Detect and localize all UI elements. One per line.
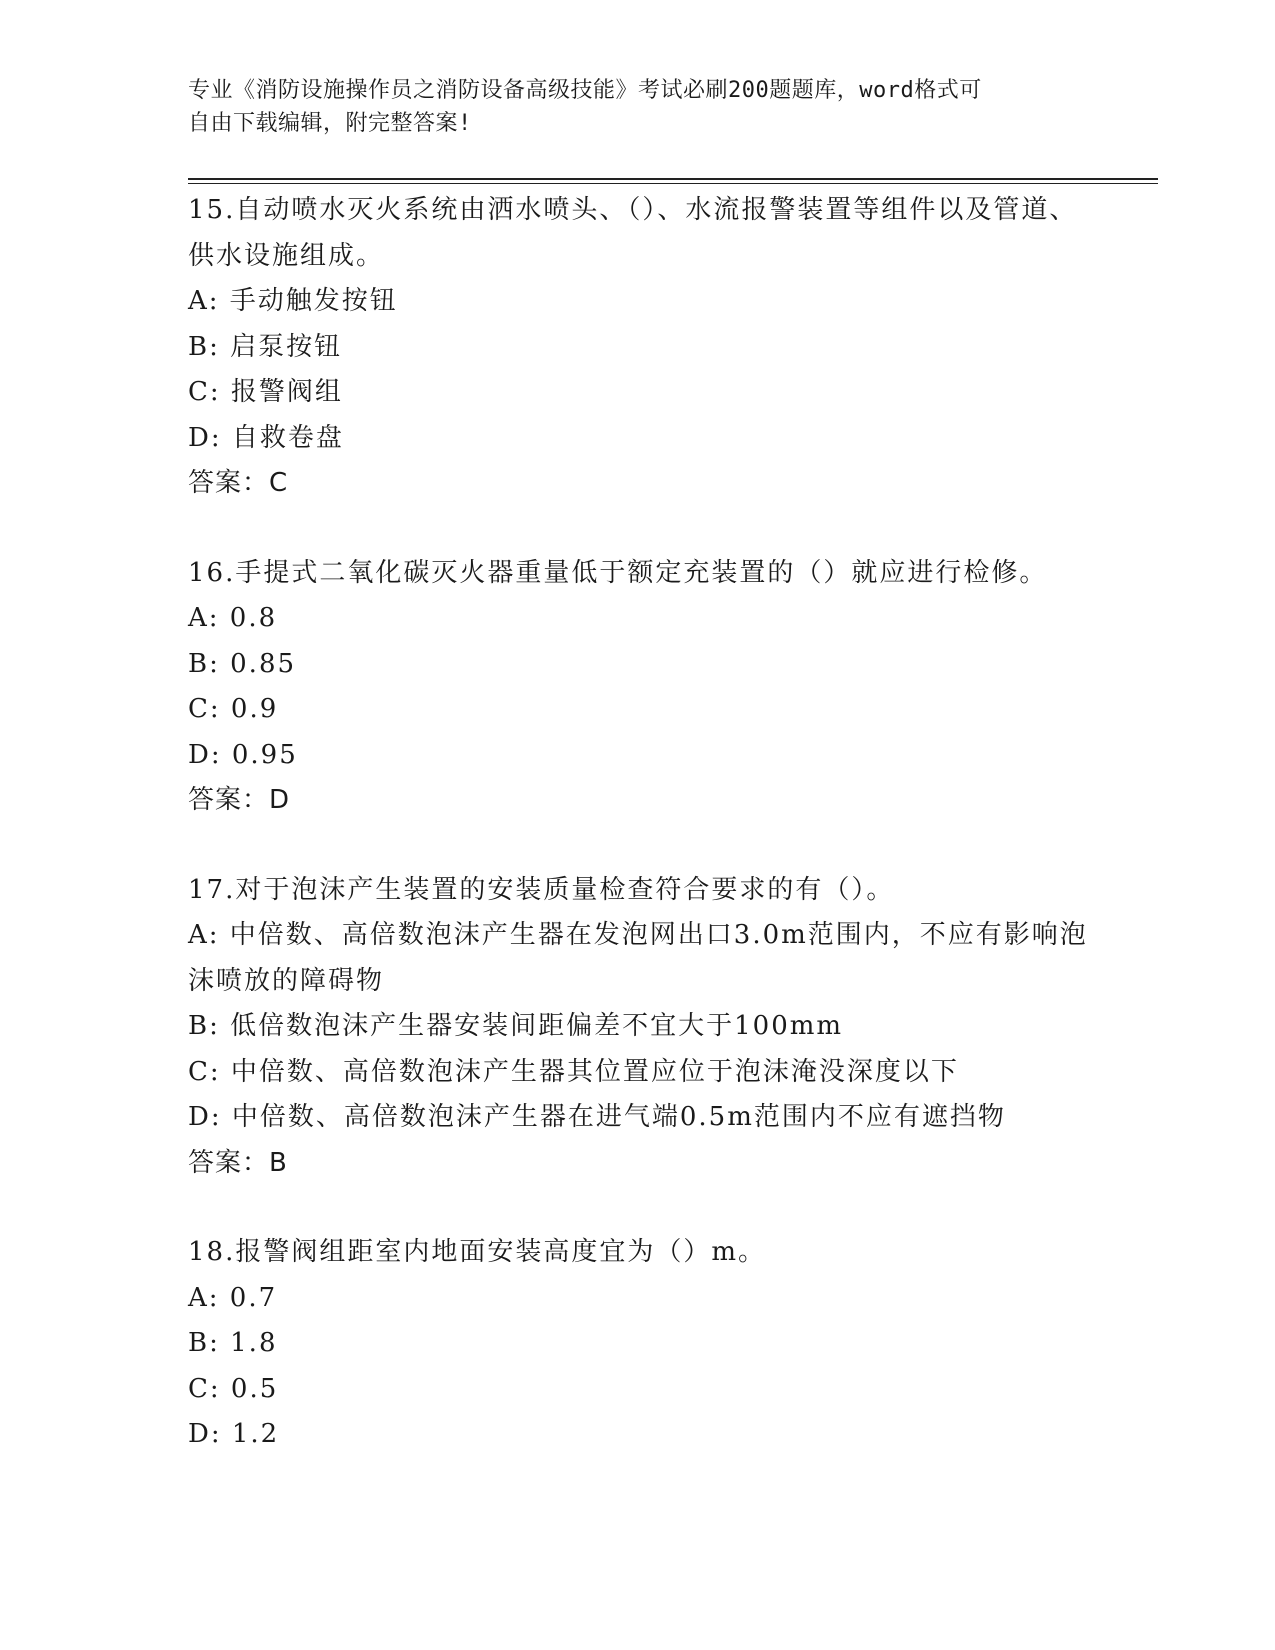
- option-b: B: 1.8: [188, 1328, 278, 1358]
- option-c: C: 中倍数、高倍数泡沫产生器其位置应位于泡沫淹没深度以下: [188, 1056, 959, 1087]
- option-b: B: 0.85: [188, 648, 297, 679]
- question-stem: 17.对于泡沫产生装置的安装质量检查符合要求的有（）。: [188, 874, 895, 905]
- question-stem: 18.报警阀组距室内地面安装高度宜为（）m。: [188, 1237, 767, 1267]
- option-c: C: 0.9: [188, 694, 279, 724]
- document-header: [188, 74, 1078, 140]
- option-a: A: 0.8: [188, 603, 278, 633]
- question-stem: 15.自动喷水灭火系统由洒水喷头、（）、水流报警装置等组件以及管道、供水设施组成。: [188, 195, 1078, 271]
- answer-label: 答案：D: [188, 785, 291, 815]
- option-a: A: 手动触发按钮: [188, 286, 398, 316]
- question-stem: 16.手提式二氧化碳灭火器重量低于额定充装置的（）就应进行检修。: [188, 557, 1048, 588]
- question-list: [188, 188, 1088, 1502]
- option-b: B: 启泵按钮: [188, 331, 343, 362]
- option-d: D: 自救卷盘: [188, 422, 344, 453]
- question-15: [188, 188, 1088, 507]
- question-18: [188, 1230, 1088, 1458]
- answer-label: 答案：B: [188, 1147, 288, 1178]
- answer-label: 答案：C: [188, 468, 289, 498]
- option-b: B: 低倍数泡沫产生器安装间距偏差不宜大于100mm: [188, 1011, 844, 1041]
- option-a: A: 0.7: [188, 1282, 278, 1313]
- question-16: [188, 551, 1088, 824]
- option-d: D: 0.95: [188, 739, 298, 770]
- header-divider: [188, 178, 1158, 184]
- question-17: [188, 868, 1088, 1187]
- option-d: D: 中倍数、高倍数泡沫产生器在进气端0.5m范围内不应有遮挡物: [188, 1102, 1006, 1132]
- option-c: C: 0.5: [188, 1373, 279, 1404]
- option-d: D: 1.2: [188, 1419, 280, 1449]
- header-line-2: 自由下载编辑，附完整答案!: [188, 111, 472, 136]
- option-a: A: 中倍数、高倍数泡沫产生器在发泡网出口3.0m范围内，不应有影响泡沫喷放的障碍物: [188, 920, 1088, 996]
- option-c: C: 报警阀组: [188, 377, 343, 407]
- header-line-1: 专业《消防设施操作员之消防设备高级技能》考试必刷200题题库，word格式可: [188, 78, 982, 103]
